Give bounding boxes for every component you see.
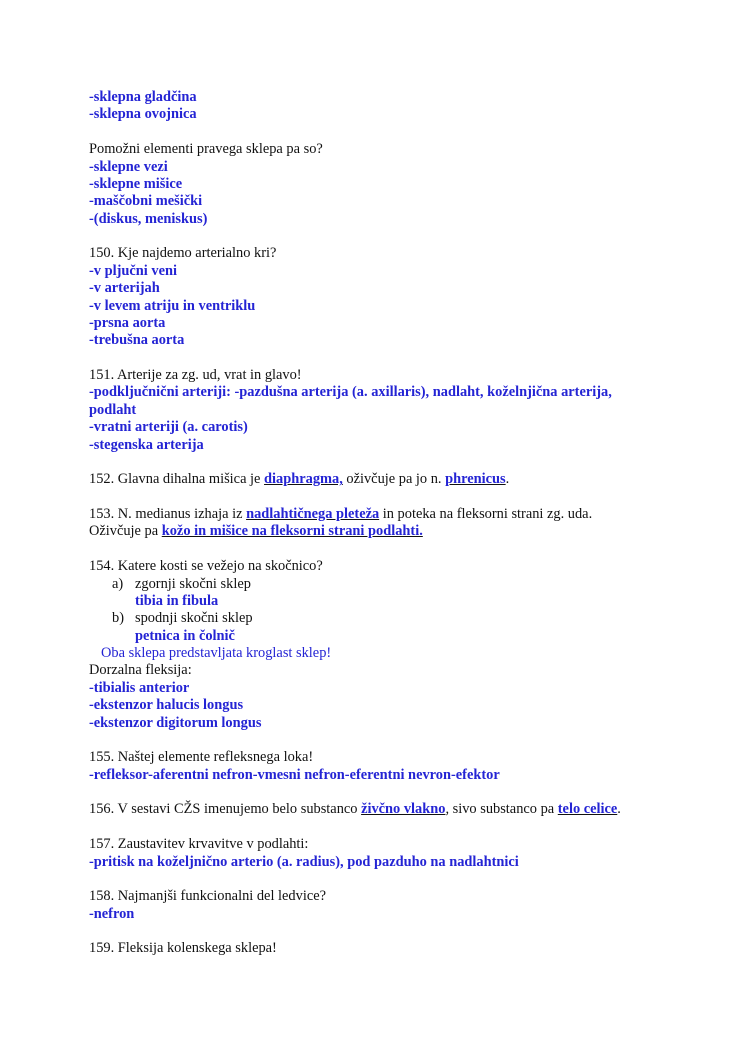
- text-line: [89, 749, 689, 766]
- question-text: .: [505, 471, 510, 488]
- answer-text: -ekstenzor digitorum longus: [89, 714, 262, 731]
- text-line: [89, 697, 689, 714]
- answer-text: -ekstenzor halucis longus: [89, 697, 244, 714]
- question-text: 152. Glavna dihalna mišica je: [89, 471, 265, 488]
- blank-line: [89, 819, 689, 836]
- text-line: [89, 367, 689, 384]
- text-line: [89, 384, 689, 401]
- text-line: [89, 523, 689, 540]
- blank-line: [89, 124, 689, 141]
- question-text: in poteka na fleksorni strani zg. uda.: [379, 506, 593, 522]
- question-text: zgornji skočni sklep: [135, 575, 251, 592]
- text-line: [89, 298, 689, 315]
- answer-text: -trebušna aorta: [89, 332, 185, 349]
- question-text: Oživčuje pa: [89, 523, 162, 540]
- question-text: oživčuje pa jo n.: [342, 471, 446, 488]
- text-line: [89, 888, 689, 905]
- question-text: 156. V sestavi CŽS imenujemo belo substanco: [89, 801, 362, 818]
- question-text: 159. Fleksija kolenskega sklepa!: [89, 940, 277, 957]
- text-line: [89, 280, 689, 297]
- list-marker: b): [112, 610, 124, 627]
- text-line: [89, 211, 689, 228]
- answer-text: -(diskus, meniskus): [89, 210, 208, 227]
- question-text: 158. Najmanjši funkcionalni del ledvice?: [89, 888, 326, 905]
- answer-text: -sklepne vezi: [89, 158, 168, 175]
- question-text: spodnji skočni sklep: [135, 610, 253, 627]
- text-line: [89, 680, 689, 697]
- text-line: [89, 471, 689, 488]
- blank-line: [89, 871, 689, 888]
- answer-text: -nefron: [89, 905, 135, 922]
- text-line: [89, 402, 689, 419]
- blank-line: [89, 454, 689, 471]
- blank-line: [89, 784, 689, 801]
- answer-underlined-text: živčno vlakno: [361, 801, 446, 818]
- question-text: , sivo substanco pa: [445, 801, 558, 818]
- answer-underlined-text: phrenicus: [445, 471, 506, 488]
- list-marker: a): [112, 575, 124, 592]
- blank-line: [89, 541, 689, 558]
- answer-underlined-text: diaphragma,: [264, 471, 343, 488]
- text-line: [89, 558, 689, 575]
- text-line: [89, 662, 689, 679]
- question-text: Dorzalna fleksija:: [89, 662, 192, 679]
- text-line: [89, 176, 689, 193]
- text-line: [89, 193, 689, 210]
- answer-text: -pritisk na koželjnično arterio (a. radius), pod pazduho na nadlahtnici: [89, 853, 519, 870]
- answer-text: -podključnični arteriji: -pazdušna arterija (a. axillaris), nadlaht, koželnjična arterija,: [89, 384, 612, 401]
- question-text: 151. Arterije za zg. ud, vrat in glavo!: [89, 367, 302, 383]
- text-line: [89, 332, 689, 349]
- blank-line: [89, 350, 689, 367]
- text-line: [89, 593, 689, 610]
- answer-text: -stegenska arterija: [89, 436, 204, 453]
- text-line: [89, 245, 689, 262]
- text-line: [89, 836, 689, 853]
- blank-line: [89, 923, 689, 940]
- text-line: [89, 106, 689, 123]
- text-line: [89, 263, 689, 280]
- question-text: 153. N. medianus izhaja iz: [89, 506, 247, 522]
- answer-text: -tibialis anterior: [89, 679, 190, 696]
- document-page: [89, 89, 689, 958]
- answer-text: -vratni arteriji (a. carotis): [89, 419, 248, 436]
- blank-line: [89, 228, 689, 245]
- text-line: [89, 715, 689, 732]
- text-line: [89, 801, 689, 818]
- text-line: [89, 506, 689, 523]
- answer-text: -sklepne mišice: [89, 175, 183, 192]
- question-text: 157. Zaustavitev krvavitve v podlahti:: [89, 836, 309, 853]
- answer-text: -sklepna ovojnica: [89, 106, 197, 123]
- question-text: .: [617, 801, 621, 818]
- answer-text: tibia in fibula: [135, 592, 219, 609]
- question-text: Pomožni elementi pravega sklepa pa so?: [89, 141, 323, 158]
- answer-underlined-text: nadlahtičnega pleteža: [246, 506, 380, 522]
- answer-text: -sklepna gladčina: [89, 89, 197, 105]
- text-line: [89, 940, 689, 957]
- answer-text: -prsna aorta: [89, 314, 166, 331]
- text-line: [89, 159, 689, 176]
- text-line: [89, 610, 689, 627]
- answer-text: -v levem atriju in ventriklu: [89, 297, 256, 314]
- text-line: [89, 437, 689, 454]
- text-line: [89, 89, 689, 106]
- text-line: [89, 419, 689, 436]
- answer-underlined-text: kožo in mišice na fleksorni strani podlahti.: [161, 523, 423, 540]
- answer-text: -refleksor-aferentni nefron-vmesni nefron-eferentni nevron-efektor: [89, 766, 500, 783]
- question-text: 150. Kje najdemo arterialno kri?: [89, 245, 277, 262]
- answer-text: -maščobni mešički: [89, 193, 203, 210]
- answer-text: -v arterijah: [89, 280, 160, 297]
- text-line: [89, 906, 689, 923]
- text-line: [89, 767, 689, 784]
- text-line: [89, 315, 689, 332]
- note-text: Oba sklepa predstavljata kroglast sklep!: [101, 645, 332, 661]
- text-line: [89, 141, 689, 158]
- text-line: [89, 854, 689, 871]
- text-line: [89, 645, 689, 662]
- text-line: [89, 576, 689, 593]
- question-text: 154. Katere kosti se vežejo na skočnico?: [89, 558, 323, 575]
- answer-text: -v pljučni veni: [89, 262, 177, 279]
- answer-text: podlaht: [89, 401, 137, 418]
- text-line: [89, 628, 689, 645]
- answer-underlined-text: telo celice: [557, 801, 618, 818]
- blank-line: [89, 489, 689, 506]
- question-text: 155. Naštej elemente refleksnega loka!: [89, 749, 314, 766]
- blank-line: [89, 732, 689, 749]
- answer-text: petnica in čolnič: [135, 627, 235, 644]
